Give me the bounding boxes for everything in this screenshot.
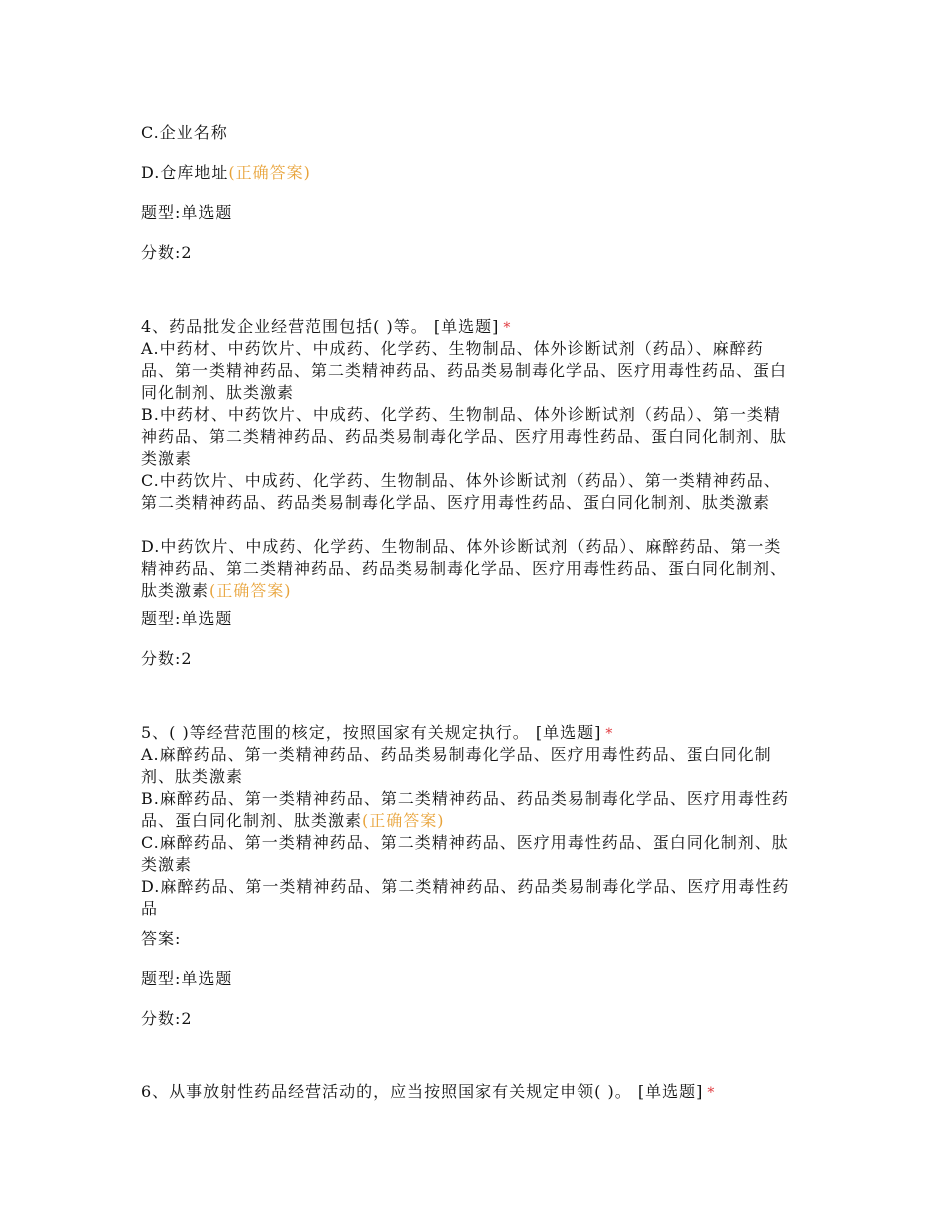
q5-required-mark: * [605, 726, 614, 742]
q4-question-type-text: 题型:单选题 [141, 609, 233, 628]
q4-stem [141, 316, 511, 339]
q4-option-a-text: A.中药材、中药饮片、中成药、化学药、生物制品、体外诊断试剂（药品）、麻醉药品、第一类精神药品、第二类精神药品、药品类易制毒化学品、医疗用毒性药品、蛋白同化制剂、肽类激素 [141, 339, 788, 402]
q5-correct-answer-label: (正确答案) [362, 811, 445, 830]
q4-option-d-text: D.中药饮片、中成药、化学药、生物制品、体外诊断试剂（药品）、麻醉药品、第一类精神药品、第二类精神药品、药品类易制毒化学品、医疗用毒性药品、蛋白同化制剂、肽类激素 [141, 537, 788, 600]
q5-option-b [141, 788, 796, 832]
q5-stem [141, 722, 613, 745]
q4-question-type [141, 608, 232, 630]
q4-option-d [141, 536, 796, 602]
q6-stem [141, 1081, 715, 1104]
q5-option-a-text: A.麻醉药品、第一类精神药品、药品类易制毒化学品、医疗用毒性药品、蛋白同化制剂、肽类激素 [141, 745, 772, 786]
q3-question-type [141, 202, 232, 224]
q4-option-b-text: B.中药材、中药饮片、中成药、化学药、生物制品、体外诊断试剂（药品）、第一类精神药品、第二类精神药品、药品类易制毒化学品、医疗用毒性药品、蛋白同化制剂、肽类激素 [141, 405, 788, 468]
q5-question-type-text: 题型:单选题 [141, 969, 233, 988]
q4-option-a [141, 338, 796, 404]
q5-question-type [141, 968, 232, 990]
q4-score [141, 648, 193, 670]
q5-option-d [141, 876, 796, 920]
q4-score-text: 分数:2 [141, 649, 193, 668]
q5-option-a [141, 744, 796, 788]
q3-option-c [141, 122, 228, 144]
q6-required-mark: * [707, 1085, 716, 1101]
q5-score [141, 1008, 193, 1030]
q4-option-c-text: C.中药饮片、中成药、化学药、生物制品、体外诊断试剂（药品）、第一类精神药品、第二类精神药品、药品类易制毒化学品、医疗用毒性药品、蛋白同化制剂、肽类激素 [141, 471, 781, 512]
q5-option-b-text: B.麻醉药品、第一类精神药品、第二类精神药品、药品类易制毒化学品、医疗用毒性药品、蛋白同化制剂、肽类激素 [141, 789, 789, 830]
q3-score [141, 242, 193, 264]
q6-stem-text: 6、从事放射性药品经营活动的，应当按照国家有关规定申领( )。 [单选题] [141, 1082, 704, 1101]
q5-option-c-text: C.麻醉药品、第一类精神药品、第二类精神药品、医疗用毒性药品、蛋白同化制剂、肽类激素 [141, 833, 789, 874]
q3-option-d-text: D.仓库地址 [141, 163, 229, 182]
q4-required-mark: * [503, 320, 512, 336]
q3-question-type-text: 题型:单选题 [141, 203, 233, 222]
q5-score-text: 分数:2 [141, 1009, 193, 1028]
q4-option-b [141, 404, 796, 470]
q3-correct-answer-label: (正确答案) [228, 163, 311, 182]
q5-answer [141, 928, 181, 950]
q5-option-c [141, 832, 796, 876]
q3-option-c-text: C.企业名称 [141, 123, 228, 142]
q5-answer-text: 答案: [141, 929, 182, 948]
q3-option-d [141, 162, 311, 184]
q4-stem-text: 4、药品批发企业经营范围包括( )等。 [单选题] [141, 317, 500, 336]
q5-stem-text: 5、( )等经营范围的核定，按照国家有关规定执行。 [单选题] [141, 723, 602, 742]
q4-correct-answer-label: (正确答案) [209, 581, 292, 600]
q5-option-d-text: D.麻醉药品、第一类精神药品、第二类精神药品、药品类易制毒化学品、医疗用毒性药品 [141, 877, 790, 918]
q3-score-text: 分数:2 [141, 243, 193, 262]
q4-option-c [141, 470, 796, 514]
